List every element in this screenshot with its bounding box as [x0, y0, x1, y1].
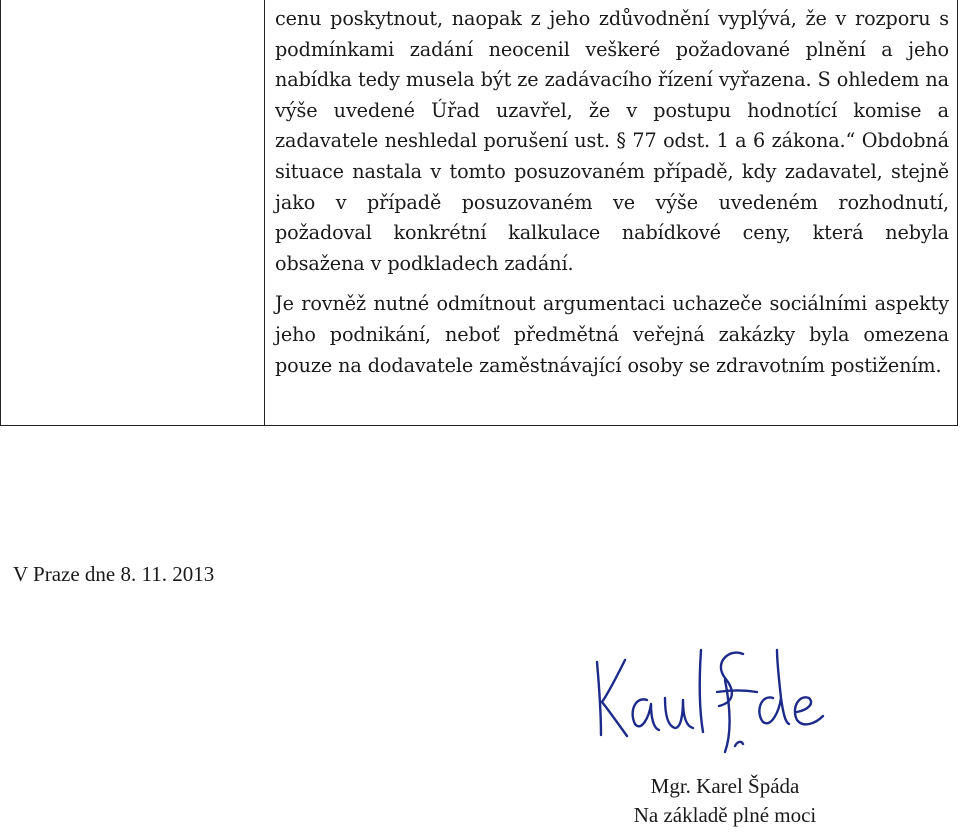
signer-name: Mgr. Karel Špáda — [650, 774, 800, 798]
place-and-date: V Praze dne 8. 11. 2013 — [13, 562, 215, 586]
comparison-text: Obdobná situace nastala v tomto posuzovaném případě, kdy zadavatel, stejně jako v případě posuzovaném ve výše uvedeném rozhodnutí, požadoval konkrétní kalkulace nabídkové ceny, která nebyla obsažena v podkladech zadání. — [275, 129, 950, 275]
reasoning-paragraph-1 — [275, 4, 949, 279]
quoted-decision-text: cenu poskytnout, naopak z jeho zdůvodnění vyplývá, že v rozporu s podmínkami zadání neocenil veškeré požadované plnění a jeho nabídka tedy musela být ze zadávacího řízení vyřazena. S ohledem na výše uvedené Úřad uzavřel, že v postupu hodnotící komise a zadavatele neshledal porušení ust. § 77 odst. 1 a 6 zákona.“ — [275, 7, 949, 153]
reasoning-paragraph-2: Je rovněž nutné odmítnout argumentaci uchazeče sociálními aspekty jeho podnikání, neboť předmětná veřejná zakázky byla omezena pouze na dodavatele zaměstnávající osoby se zdravotním postižením. — [275, 292, 949, 377]
table-column-divider — [264, 0, 265, 425]
reasoning-cell — [275, 4, 949, 381]
signer-block — [560, 772, 890, 830]
signer-role: Na základě plné moci — [633, 803, 817, 827]
handwritten-signature — [585, 640, 835, 760]
